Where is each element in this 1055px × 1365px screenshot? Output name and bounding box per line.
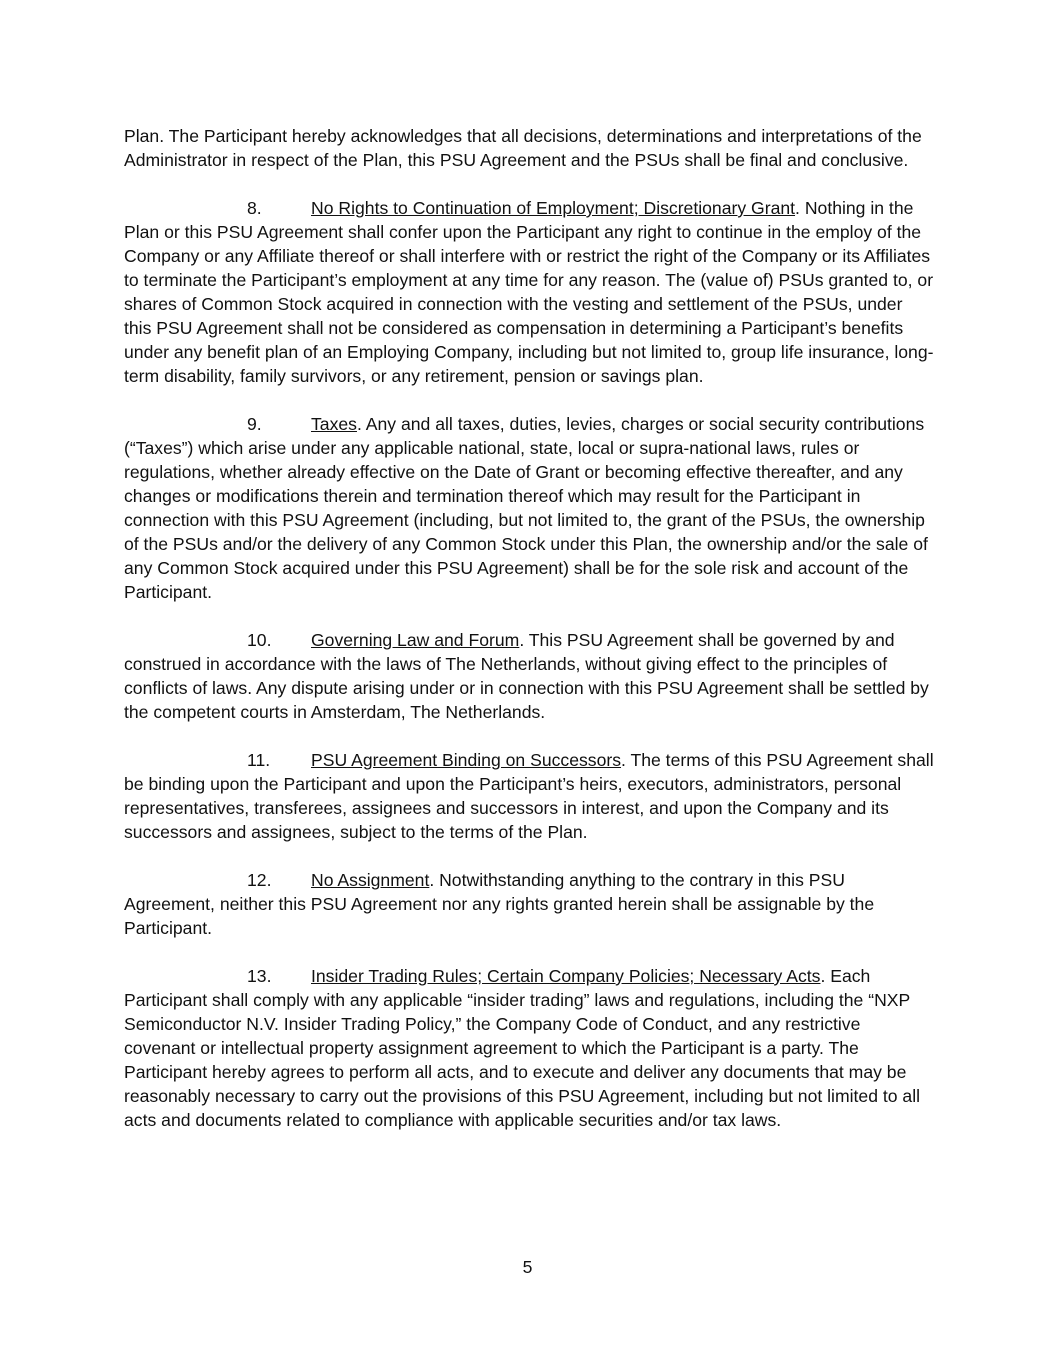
section-number: 13. [247, 966, 272, 986]
document-body [124, 124, 934, 1156]
section-heading: No Assignment [311, 870, 430, 890]
section-text: . Any and all taxes, duties, levies, charges or social security contributions (“Taxes”) which arise under any applicable national, state, local or supra-national laws, rules or regulations, whether already effective on the Date of Grant or becoming effective thereafter, and any changes or modifications therein and termination thereof which may result for the Participant in connection with this PSU Agreement (including, but not limited to, the grant of the PSUs, the ownership of the PSUs and/or the delivery of any Common Stock under this Plan, the ownership and/or the sale of any Common Stock acquired under this PSU Agreement) shall be for the sole risk and account of the Participant. [124, 414, 928, 602]
section-8 [124, 196, 934, 388]
section-heading: PSU Agreement Binding on Successors [311, 750, 622, 770]
section-11 [124, 748, 934, 844]
intro-paragraph: Plan. The Participant hereby acknowledges that all decisions, determinations and interpretations of the Administrator in respect of the Plan, this PSU Agreement and the PSUs shall be final and conclusive. [124, 126, 922, 170]
section-13 [124, 964, 934, 1132]
section-text: . Nothing in the Plan or this PSU Agreement shall confer upon the Participant any right to continue in the employ of the Company or any Affiliate thereof or shall interfere with or restrict the right of the Company or its Affiliates to terminate the Participant’s employment at any time for any reason. The (value of) PSUs granted to, or shares of Common Stock acquired in connection with the vesting and settlement of the PSUs, under this PSU Agreement shall not be considered as compensation in determining a Participant’s benefits under any benefit plan of an Employing Company, including but not limited to, group life insurance, long-term disability, family survivors, or any retirement, pension or savings plan. [124, 198, 934, 386]
section-9 [124, 412, 934, 604]
section-number: 12. [247, 870, 272, 890]
section-text: . Each Participant shall comply with any applicable “insider trading” laws and regulations, including the “NXP Semiconductor N.V. Insider Trading Policy,” the Company Code of Conduct, and any restrictive covenant or intellectual property assignment agreement to which the Participant is a party. The Participant hereby agrees to perform all acts, and to execute and deliver any documents that may be reasonably necessary to carry out the provisions of this PSU Agreement, including but not limited to all acts and documents related to compliance with applicable securities and/or tax laws. [124, 966, 921, 1130]
section-text: . This PSU Agreement shall be governed by and construed in accordance with the laws of The Netherlands, without giving effect to the principles of conflicts of laws. Any dispute arising under or in connection with this PSU Agreement shall be settled by the competent courts in Amsterdam, The Netherlands. [124, 630, 929, 722]
section-heading: Taxes [311, 414, 357, 434]
section-heading: Governing Law and Forum [311, 630, 520, 650]
section-10 [124, 628, 934, 724]
section-text: . Notwithstanding anything to the contrary in this PSU Agreement, neither this PSU Agreement nor any rights granted herein shall be assignable by the Participant. [124, 870, 875, 938]
section-number: 10. [247, 630, 272, 650]
section-number: 8. [247, 198, 262, 218]
section-heading: No Rights to Continuation of Employment; Discretionary Grant [311, 198, 796, 218]
section-12 [124, 868, 934, 940]
section-text: . The terms of this PSU Agreement shall be binding upon the Participant and upon the Participant’s heirs, executors, administrators, personal representatives, transferees, assignees and successors in interest, and upon the Company and its successors and assignees, subject to the terms of the Plan. [124, 750, 934, 842]
page-number: 5 [522, 1257, 533, 1277]
section-heading: Insider Trading Rules; Certain Company Policies; Necessary Acts [311, 966, 821, 986]
section-number: 9. [247, 414, 262, 434]
section-number: 11. [247, 750, 271, 770]
